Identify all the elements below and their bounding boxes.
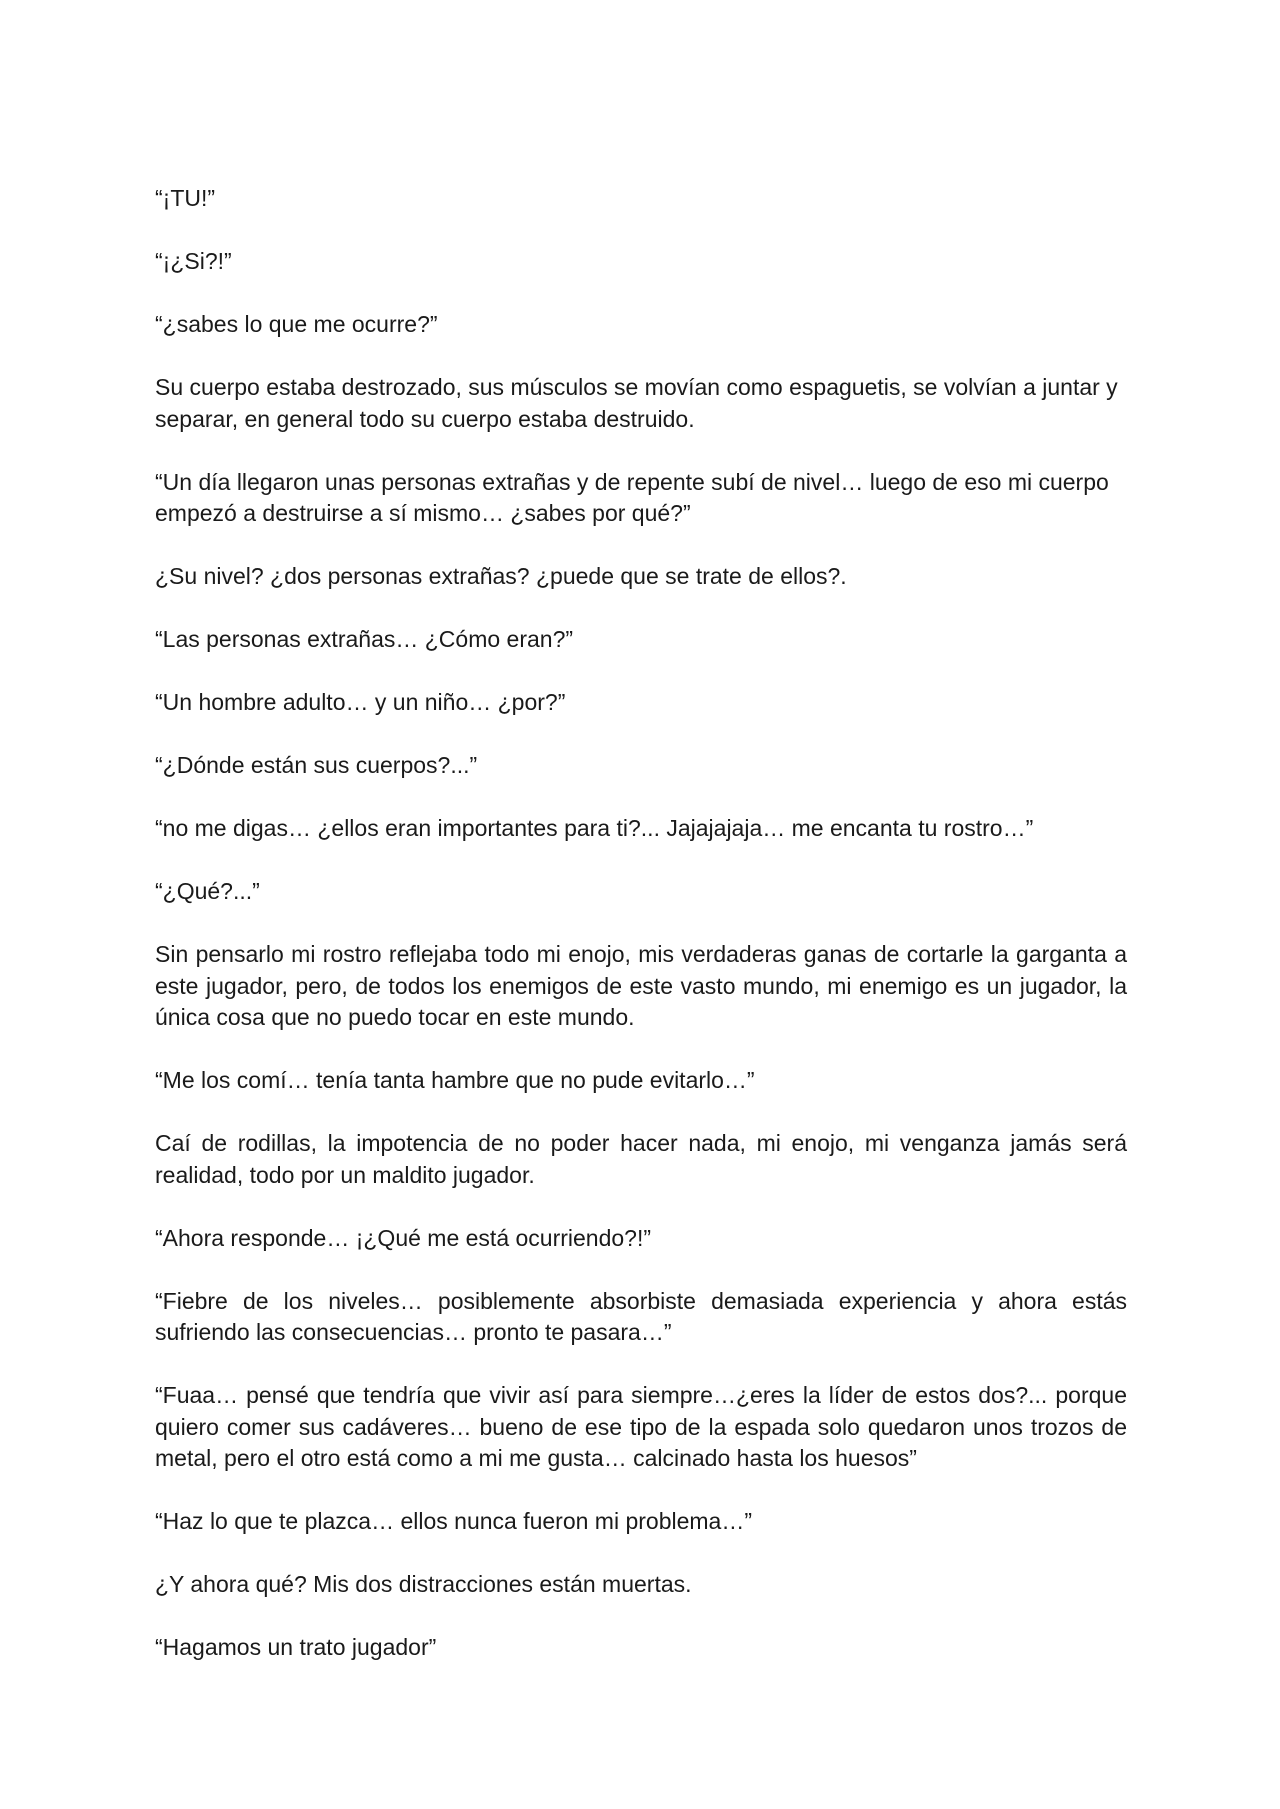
paragraph: “Un hombre adulto… y un niño… ¿por?” [155,689,566,715]
paragraph: ¿Y ahora qué? Mis dos distracciones están muertas. [155,1571,692,1597]
paragraph: “no me digas… ¿ellos eran importantes para ti?... Jajajajaja… me encanta tu rostro…” [155,815,1034,841]
paragraph: Caí de rodillas, la impotencia de no poder hacer nada, mi enojo, mi venganza jamás será realidad, todo por un maldito jugador. [155,1130,1127,1188]
paragraph: “Fuaa… pensé que tendría que vivir así para siempre…¿eres la líder de estos dos?... porque quiero comer sus cadáveres… bueno de ese tipo de la espada solo quedaron unos trozos de metal, pero el otro está como a mi me gusta… calcinado hasta los huesos” [155,1382,1127,1471]
paragraph: “Haz lo que te plazca… ellos nunca fueron mi problema…” [155,1508,753,1534]
paragraph: “Ahora responde… ¡¿Qué me está ocurriendo?!” [155,1224,652,1251]
paragraph: “¡TU!” [155,185,216,211]
document-page [155,183,1127,1695]
paragraph: “¿Qué?...” [155,878,260,904]
paragraph: Sin pensarlo mi rostro reflejaba todo mi enojo, mis verdaderas ganas de cortarle la garganta a este jugador, pero, de todos los enemigos de este vasto mundo, mi enemigo es un jugador, la única cosa que no puedo tocar en este mundo. [155,941,1127,1030]
paragraph: “Me los comí… tenía tanta hambre que no pude evitarlo…” [155,1067,755,1093]
paragraph: “¿sabes lo que me ocurre?” [155,311,438,337]
paragraph: “Un día llegaron unas personas extrañas y de repente subí de nivel… luego de eso mi cuerpo empezó a destruirse a sí mismo… ¿sabes por qué?” [155,468,1109,526]
paragraph: Su cuerpo estaba destrozado, sus músculos se movían como espaguetis, se volvían a juntar y separar, en general todo su cuerpo estaba destruido. [155,374,1118,432]
paragraph: “¡¿Si?!” [155,248,232,274]
paragraph: “Fiebre de los niveles… posiblemente absorbiste demasiada experiencia y ahora estás sufriendo las consecuencias… pronto te pasara…” [155,1287,1127,1345]
paragraph: “Las personas extrañas… ¿Cómo eran?” [155,626,574,652]
paragraph: ¿Su nivel? ¿dos personas extrañas? ¿puede que se trate de ellos?. [155,563,847,589]
paragraph: “¿Dónde están sus cuerpos?...” [155,752,478,778]
paragraph: “Hagamos un trato jugador” [155,1634,437,1660]
